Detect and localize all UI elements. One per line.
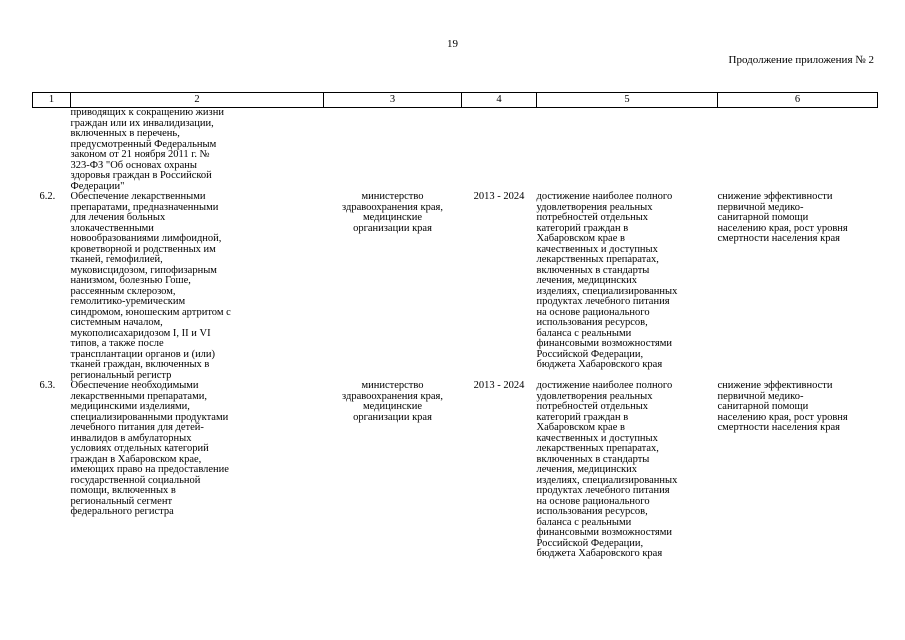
header-row: [33, 93, 878, 108]
header-col-4: 4: [462, 93, 537, 108]
period-text: 2013 - 2024: [473, 380, 525, 391]
continuation-text: приводящих к сокращению жизни граждан или их инвалидизации, включенных в перечень, предусмотренный Федеральным законом от 21 ноября 2011 г. № 323-ФЗ "Об основах охраны здоровья граждан в Российской Федерации": [70, 107, 224, 192]
measures-table: [32, 92, 878, 560]
page-number: 19: [447, 38, 458, 50]
executor-text: министерство здравоохранения края, медицинские организации края: [342, 191, 443, 234]
consequence-text: снижение эффективности первичной медико- санитарной помощи населению края, рост уровня смертности населения края: [717, 191, 848, 244]
period-text: 2013 - 2024: [473, 191, 525, 202]
header-col-1: 1: [33, 93, 71, 108]
measure-text: Обеспечение необходимыми лекарственными препаратами, медицинскими изделиями, специализированными продуктами лечебного питания для детей- инвалидов в амбулаторных условиях отдельных категорий граждан в Хабаровском крае, имеющих право на предоставление государственной социальной помощи, включенных в региональный сегмент федерального регистра: [70, 380, 229, 517]
row-number: 6.2.: [39, 191, 56, 202]
measure-text: Обеспечение лекарственными препаратами, предназначенными для лечения больных злокачественными новообразованиями лимфоидной, кроветворной и родственных им тканей, гемофилией, муковисцидозом, гипофизарным нанизмом, болезнью Гоше, рассеянным склерозом, гемолитико-уремическим синдромом, юношеским артритом с системным началом, мукополисахаридозом I, II и VI типов, а также после трансплантации органов и (или) тканей граждан, включенных в региональный регистр: [70, 191, 231, 381]
header-col-2: 2: [71, 93, 324, 108]
consequence-text: снижение эффективности первичной медико- санитарной помощи населению края, рост уровня смертности населения края: [717, 380, 848, 433]
table-row-continuation: [33, 108, 878, 193]
appendix-continuation-label: Продолжение приложения № 2: [728, 54, 874, 66]
row-number: 6.3.: [39, 380, 56, 391]
header-col-5: 5: [537, 93, 718, 108]
header-col-3: 3: [324, 93, 462, 108]
result-text: достижение наиболее полного удовлетворения реальных потребностей отдельных категорий граждан в Хабаровском крае в качественных и доступных лекарственных препаратах, включенных в стандарты лечения, медицинских изделиях, специализированных продуктах лечебного питания на основе рационального использования ресурсов, баланса с реальными финансовыми возможностями Российской Федерации, бюджета Хабаровского края: [536, 191, 678, 370]
executor-text: министерство здравоохранения края, медицинские организации края: [342, 380, 443, 423]
result-text: достижение наиболее полного удовлетворения реальных потребностей отдельных категорий граждан в Хабаровском крае в качественных и доступных лекарственных препаратах, включенных в стандарты лечения, медицинских изделиях, специализированных продуктах лечебного питания на основе рационального использования ресурсов, баланса с реальными финансовыми возможностями Российской Федерации, бюджета Хабаровского края: [536, 380, 678, 559]
header-col-6: 6: [718, 93, 878, 108]
table-row: [33, 192, 878, 381]
table-row: [33, 381, 878, 560]
